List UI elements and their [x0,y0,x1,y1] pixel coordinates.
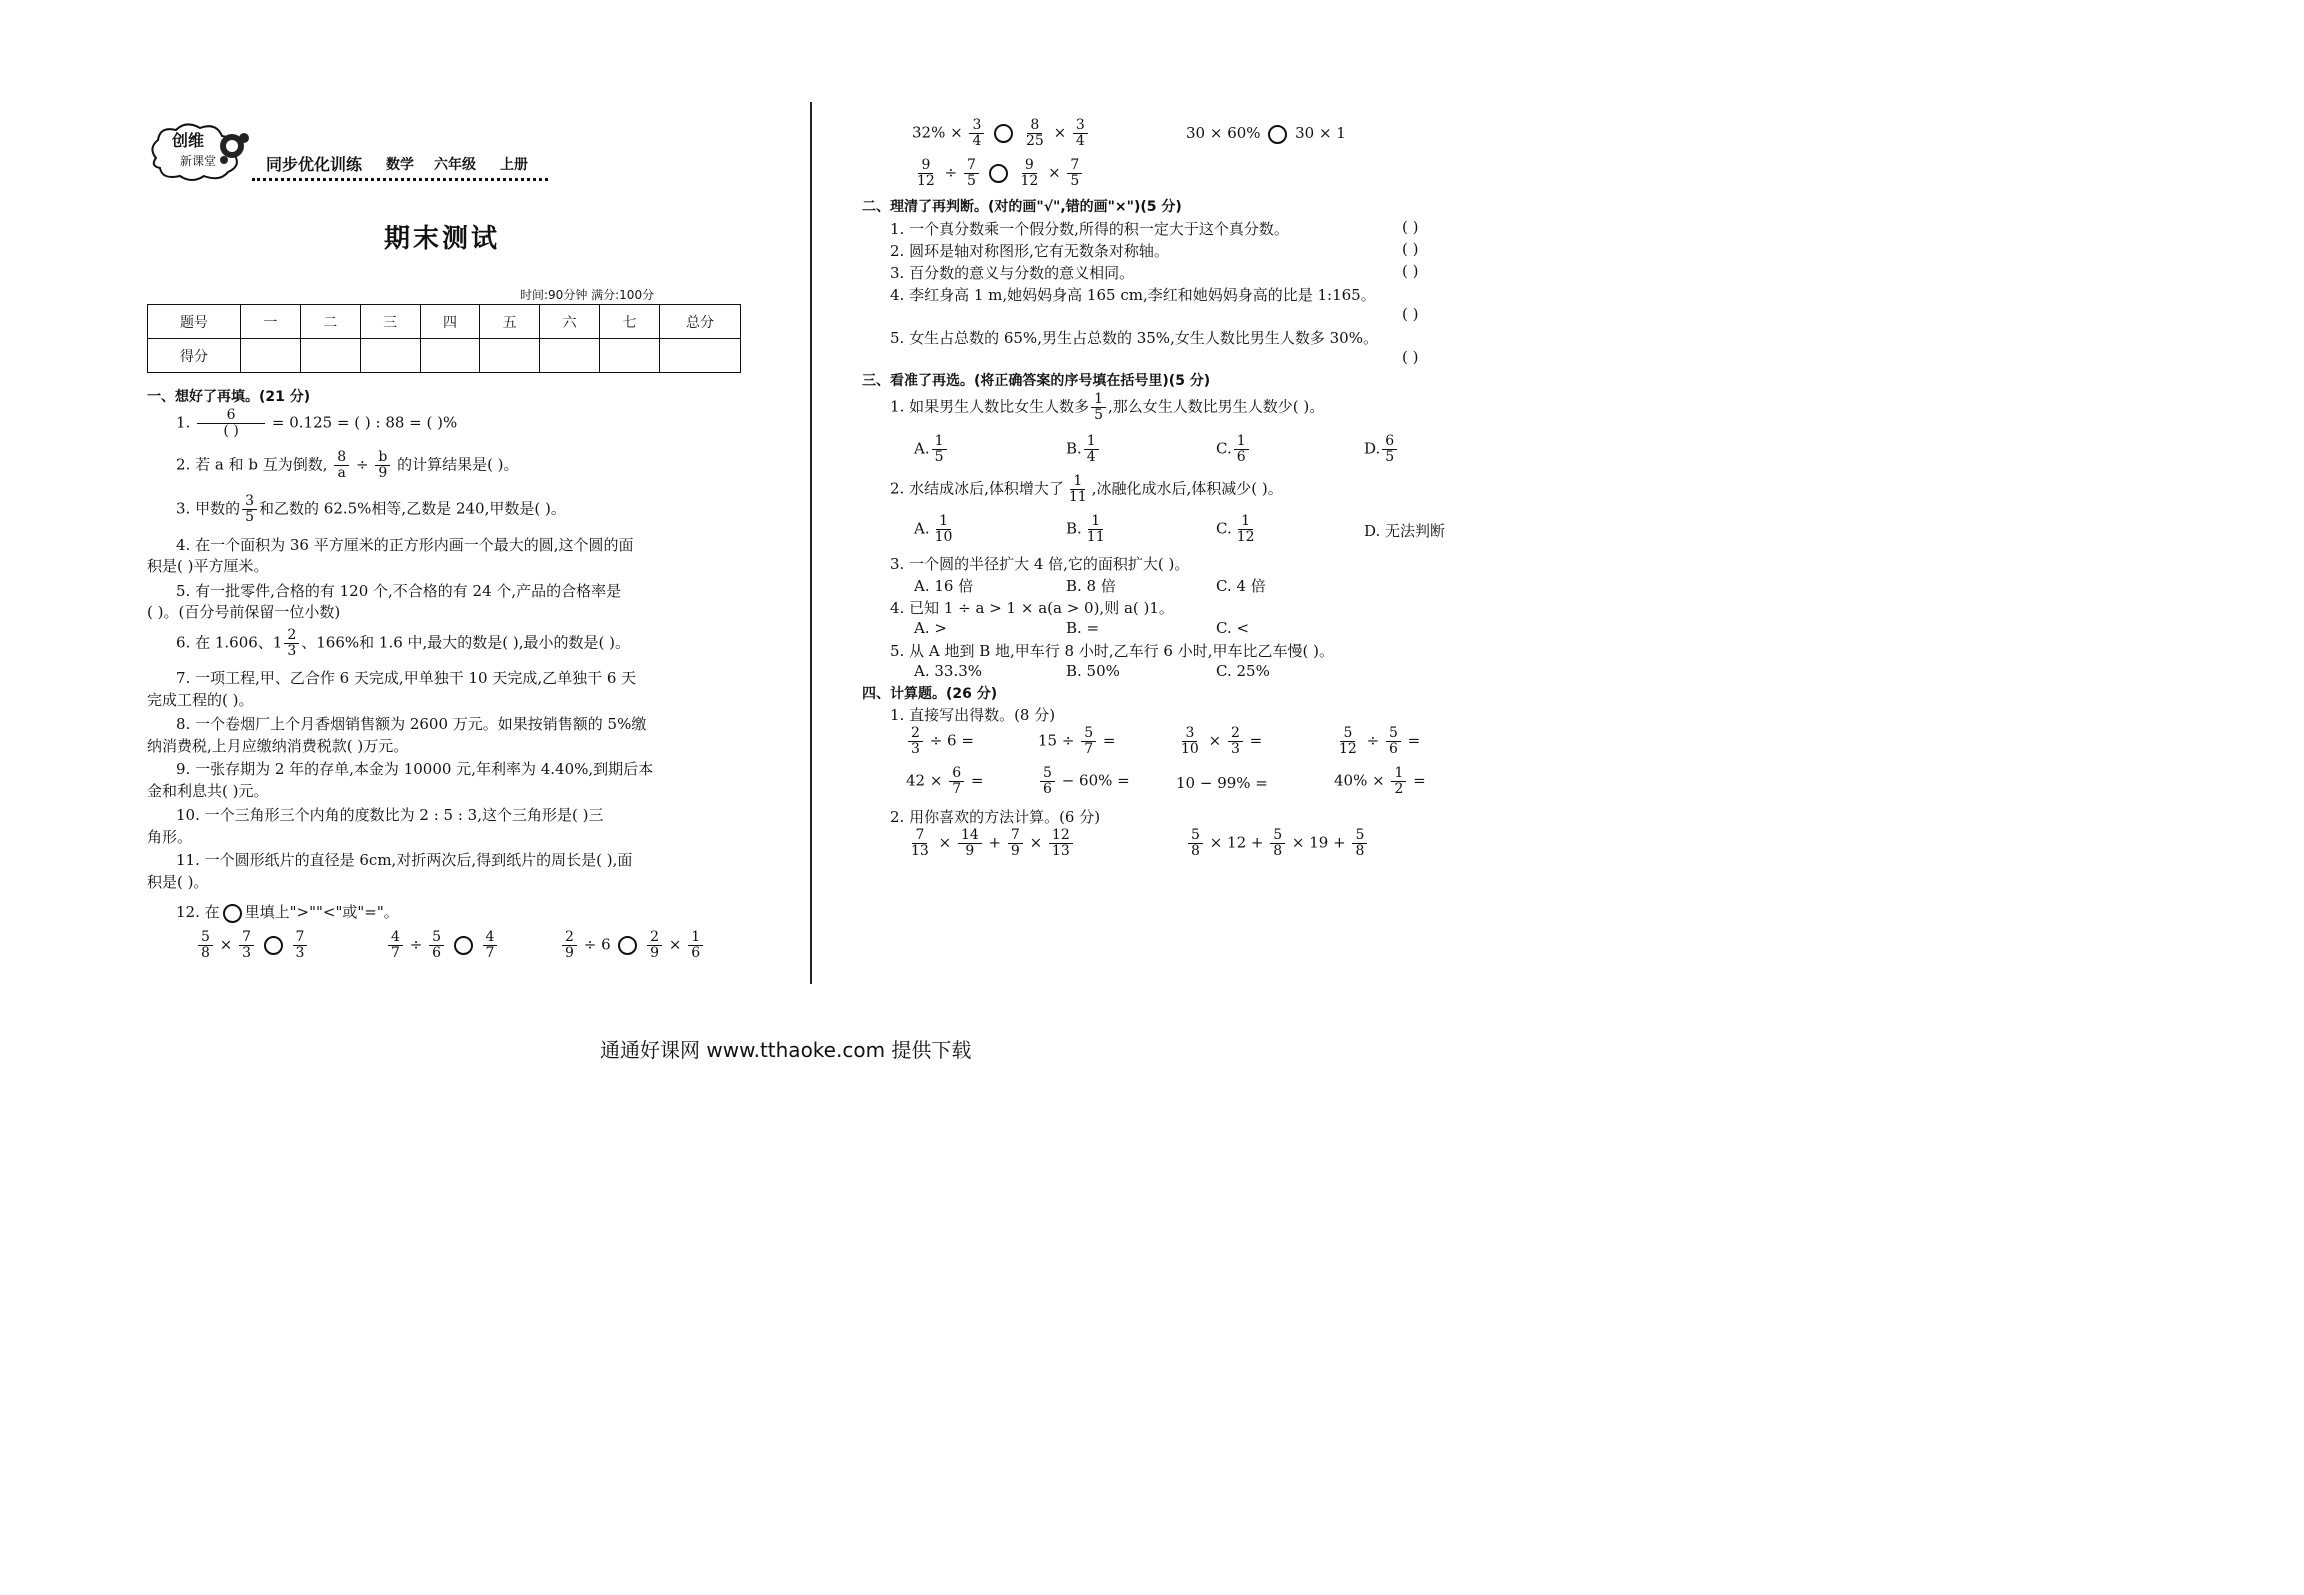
operator: × [668,935,682,954]
choice-q1-c[interactable]: C. $\frac{1}{6}$ [1216,434,1251,465]
fraction: $\frac{8}{25}$ [1025,117,1044,149]
page-divider [810,102,812,984]
judge-paren[interactable]: ( ) [1402,218,1419,236]
fraction: $\frac{2}{9}$ [562,930,577,961]
choice-q1-a[interactable]: A. $\frac{1}{5}$ [914,434,949,465]
fraction: $\frac{5}{6}$ [429,930,444,961]
volume: 上册 [500,157,528,173]
section4-title: 四、计算题。(26 分) [862,686,998,702]
q-text: ,冰融化成水后,体积减少( )。 [1091,479,1283,498]
subject: 数学 [386,157,414,173]
calc-7: 10 − 99% = [1176,774,1268,792]
fraction: $\frac{1}{11}$ [1068,473,1087,505]
compare-row-5 [1186,124,1346,144]
choice-q5: 5. 从 A 地到 B 地,甲车行 8 小时,乙车行 6 小时,甲车比乙车慢( )。 [890,642,1334,660]
number: 6 [601,935,611,954]
fraction: $\frac{3}{5}$ [242,494,257,525]
score-head: 六 [540,305,600,339]
choice-q4-c[interactable]: C. < [1216,619,1250,637]
choice-q5-a[interactable]: A. 33.3% [914,662,983,680]
calc-8: 40% × $\frac{1}{2}$ = [1334,765,1426,797]
fraction: $\frac{7}{3}$ [293,930,308,961]
operator: ÷ [944,163,958,182]
score-cell[interactable] [241,339,301,373]
score-head: 题号 [148,305,241,339]
q1-1 [176,408,457,439]
score-cell[interactable] [360,339,420,373]
fraction: $\frac{1}{6}$ [688,930,703,961]
q-text: 、166%和 1.6 中,最大的数是( ),最小的数是( )。 [301,633,631,652]
fraction: $\frac{9}{12}$ [1020,157,1039,189]
fraction: $\frac{3}{4}$ [1073,118,1088,149]
q1-9b: 金和利息共( )元。 [147,782,269,800]
q1-3 [176,494,566,525]
q1-6 [176,628,630,659]
choice-q2-c[interactable]: C. $\frac{1}{12}$ [1216,513,1255,545]
calc-sub2: 2. 用你喜欢的方法计算。(6 分) [890,808,1101,826]
logo-bottom-text: 新课堂 [180,154,217,168]
choice-q3-a[interactable]: A. 16 倍 [914,577,974,595]
score-cell[interactable] [300,339,360,373]
q1-7b: 完成工程的( )。 [147,691,254,709]
judge-item-2: 2. 圆环是轴对称图形,它有无数条对称轴。 [890,242,1169,260]
score-head: 五 [480,305,540,339]
compare-row-3 [560,930,705,961]
q1-8a: 8. 一个卷烟厂上个月香烟销售额为 2600 万元。如果按销售额的 5%缴 [176,715,647,733]
score-head: 七 [600,305,660,339]
fraction: $\frac{7}{3}$ [239,930,254,961]
score-head: 一 [241,305,301,339]
compare-row-1 [196,930,309,961]
choice-q4: 4. 已知 1 ÷ a > 1 × a(a > 0),则 a( )1。 [890,599,1174,617]
choice-q1 [890,392,1324,423]
fraction: $\frac{2}{9}$ [647,930,662,961]
series-title: 同步优化训练 [266,155,363,174]
calc-method-1: $\frac{7}{13}$ × $\frac{14}{9}$ + $\frac{7}{9}$ × $\frac{12}{13}$ [906,828,1075,859]
q1-8b: 纳消费税,上月应缴纳消费税款( )万元。 [147,737,409,755]
q1-10a: 10. 一个三角形三个内角的度数比为 2 : 5 : 3,这个三角形是( )三 [176,806,604,824]
operator: ÷ [409,935,423,954]
calc-2: 15 ÷ $\frac{5}{7}$ = [1038,725,1116,757]
judge-item-1: 1. 一个真分数乘一个假分数,所得的积一定大于这个真分数。 [890,220,1289,238]
operator: × [1053,123,1067,142]
exam-info: 时间:90分钟 满分:100分 [520,288,655,302]
q1-12 [176,901,399,923]
q-text: 2. 水结成冰后,体积增大了 [890,479,1064,498]
score-cell[interactable] [480,339,540,373]
judge-paren[interactable]: ( ) [1402,240,1419,258]
q-text: 里填上">""<"或"="。 [244,903,399,921]
choice-q1-d[interactable]: D. $\frac{6}{5}$ [1364,434,1399,465]
section3-title: 三、看准了再选。(将正确答案的序号填在括号里)(5 分) [862,373,1211,389]
q-text: 和乙数的 62.5%相等,乙数是 240,甲数是( )。 [259,499,566,518]
compare-circle-icon[interactable] [989,164,1008,183]
fraction: $\frac{4}{7}$ [483,930,498,961]
q-text: 30 × 60% [1186,124,1261,142]
header-dotted-rule [252,178,548,181]
fraction: $\frac{1}{5}$ [1091,392,1106,423]
fraction: $\frac{3}{4}$ [969,118,984,149]
q-text: 2. 若 a 和 b 互为倒数, [176,455,328,474]
compare-row-4 [912,118,1090,149]
q1-11a: 11. 一个圆形纸片的直径是 6cm,对折两次后,得到纸片的周长是( ),面 [176,851,633,869]
compare-circle-icon[interactable] [264,936,283,955]
section1-title: 一、想好了再填。(21 分) [147,389,311,405]
operator: × [219,935,233,954]
compare-circle-icon[interactable] [1268,125,1287,144]
q-number: 1. [176,413,191,432]
q-text: 的计算结果是( )。 [397,455,519,474]
score-head: 总分 [660,305,741,339]
fraction: $\frac{9}{12}$ [917,157,935,189]
choice-q2-a[interactable]: A. $\frac{1}{10}$ [914,513,953,545]
score-table [147,304,741,373]
choice-q5-c[interactable]: C. 25% [1216,662,1270,680]
operator: ÷ [583,935,597,954]
q1-4b: 积是( )平方厘米。 [147,557,269,575]
choice-q2-d[interactable]: D. 无法判断 [1364,522,1446,540]
q-text: = 0.125 = ( ) : 88 = ( )% [271,413,458,432]
compare-circle-icon[interactable] [994,124,1013,143]
exam-title: 期末测试 [384,224,501,254]
judge-item-5: 5. 女生占总数的 65%,男生占总数的 35%,女生人数比男生人数多 30%。 [890,329,1378,347]
calc-method-2: $\frac{5}{8}$ × 12 + $\frac{5}{8}$ × 19 + $\frac{5}{8}$ [1186,828,1369,859]
q1-5a: 5. 有一批零件,合格的有 120 个,不合格的有 24 个,产品的合格率是 [176,582,622,600]
calc-3: $\frac{3}{10}$ × $\frac{2}{3}$ = [1181,725,1263,757]
score-head: 二 [300,305,360,339]
calc-5: 42 × $\frac{6}{7}$ = [906,765,984,797]
choice-q5-b[interactable]: B. 50% [1066,662,1120,680]
choice-q2-b[interactable]: B. $\frac{1}{11}$ [1066,513,1105,545]
q-text: 12. 在 [176,903,220,921]
judge-paren[interactable]: ( ) [1402,262,1419,280]
choice-q4-a[interactable]: A. > [914,619,947,637]
compare-circle-icon[interactable] [618,936,637,955]
fraction: $\frac{6}{( )}$ [197,408,265,439]
calc-sub1: 1. 直接写出得数。(8 分) [890,706,1056,724]
fraction: $\frac{4}{7}$ [388,930,403,961]
section2-title: 二、理清了再判断。(对的画"√",错的画"×")(5 分) [862,199,1182,215]
calc-6: $\frac{5}{6}$ − 60% = [1038,766,1130,797]
compare-circle-icon[interactable] [454,936,473,955]
q-text: 30 × 1 [1295,124,1346,142]
fraction: $\frac{7}{5}$ [1067,158,1082,189]
logo-top-text: 创维 [172,131,205,150]
q1-5b: ( )。(百分号前保留一位小数) [147,603,341,621]
score-cell[interactable] [660,339,741,373]
fraction: $\frac{b}{9}$ [375,450,390,481]
choice-q1-b[interactable]: B. $\frac{1}{4}$ [1066,434,1101,465]
score-cell[interactable] [420,339,480,373]
operator: ÷ [355,455,369,474]
score-head: 四 [420,305,480,339]
fraction: $\frac{5}{8}$ [198,930,213,961]
judge-paren[interactable]: ( ) [1402,348,1419,366]
choice-q2 [890,474,1283,505]
calc-4: $\frac{5}{12}$ ÷ $\frac{5}{6}$ = [1339,725,1421,757]
q-text: 32% × [912,123,963,142]
compare-row-6 [912,158,1084,189]
judge-item-4: 4. 李红身高 1 m,她妈妈身高 165 cm,李红和她妈妈身高的比是 1:165。 [890,286,1376,304]
q1-10b: 角形。 [147,828,193,846]
score-row-label: 得分 [148,339,241,373]
score-cell[interactable] [540,339,600,373]
choice-q3-c[interactable]: C. 4 倍 [1216,577,1266,595]
fraction: $\frac{7}{5}$ [964,158,979,189]
choice-q3-b[interactable]: B. 8 倍 [1066,577,1116,595]
q1-7a: 7. 一项工程,甲、乙合作 6 天完成,甲单独干 10 天完成,乙单独干 6 天 [176,669,637,687]
compare-circle-icon [223,904,242,923]
q-text: ,那么女生人数比男生人数少( )。 [1108,397,1325,416]
judge-paren[interactable]: ( ) [1402,305,1419,323]
score-head: 三 [360,305,420,339]
score-cell[interactable] [600,339,660,373]
q-text: 1. 如果男生人数比女生人数多 [890,397,1090,416]
calc-1: $\frac{2}{3}$ ÷ 6 = [906,726,974,757]
q1-2 [176,450,519,481]
compare-row-2 [386,930,499,961]
fraction: $\frac{8}{a}$ [334,450,349,481]
operator: × [1048,163,1061,182]
q1-11b: 积是( )。 [147,873,209,891]
judge-item-3: 3. 百分数的意义与分数的意义相同。 [890,264,1135,282]
q-text: 6. 在 1.606、1 [176,633,283,652]
q1-9a: 9. 一张存期为 2 年的存单,本金为 10000 元,年利率为 4.40%,到期后本 [176,760,654,778]
choice-q3: 3. 一个圆的半径扩大 4 倍,它的面积扩大( )。 [890,555,1190,573]
grade: 六年级 [434,157,476,173]
fraction: $\frac{2}{3}$ [284,628,299,659]
q-text: 3. 甲数的 [176,499,241,518]
q1-4a: 4. 在一个面积为 36 平方厘米的正方形内画一个最大的圆,这个圆的面 [176,536,634,554]
choice-q4-b[interactable]: B. = [1066,619,1100,637]
footer-text: 通通好课网 www.tthaoke.com 提供下载 [600,1038,972,1062]
